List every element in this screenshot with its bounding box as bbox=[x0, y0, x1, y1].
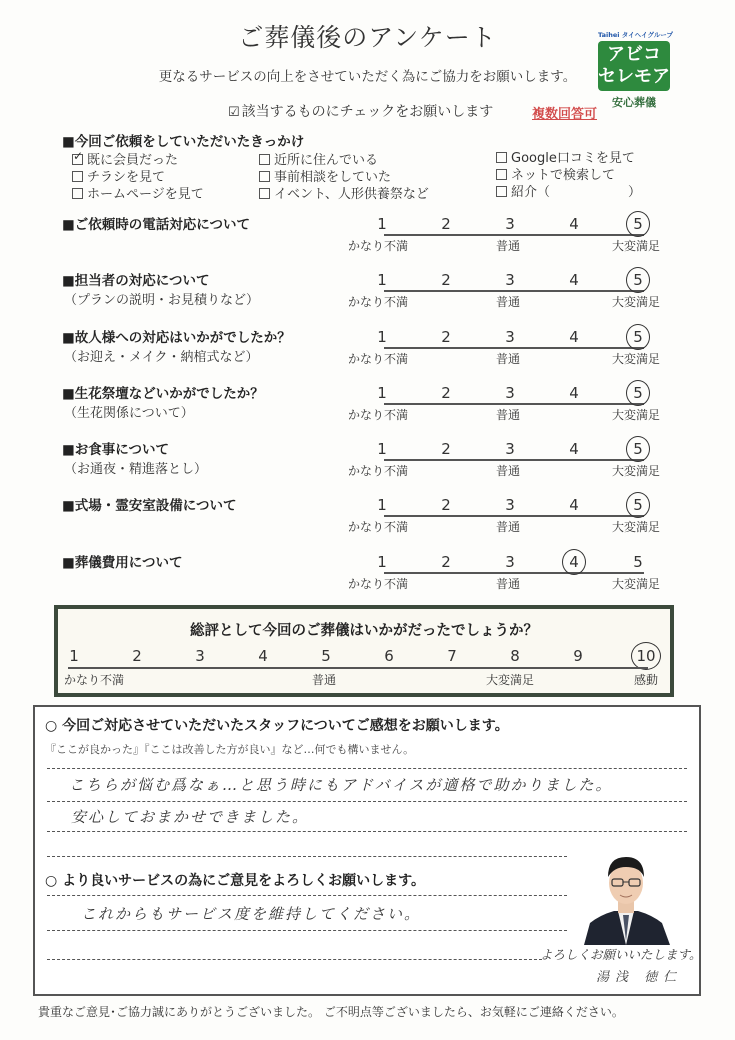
scale-label-mid: 普通 bbox=[496, 464, 521, 478]
scale-line bbox=[384, 290, 644, 292]
brand-line1: アビコ bbox=[607, 44, 661, 65]
scale-option-1[interactable]: 1 bbox=[377, 496, 387, 514]
reason-option[interactable]: ホームページを見て bbox=[72, 183, 204, 202]
dashed-line bbox=[47, 768, 687, 769]
scale-option-2[interactable]: 2 bbox=[441, 384, 451, 402]
scale-label-high: 大変満足 bbox=[612, 295, 661, 309]
reason-heading: ■今回ご依頼をしていただいたきっかけ bbox=[62, 134, 305, 150]
reason-option[interactable]: Google口コミを見て bbox=[496, 147, 635, 166]
scale-option-5[interactable]: 5 bbox=[633, 215, 643, 233]
overall-option-2[interactable]: 2 bbox=[132, 647, 142, 665]
rating-subheading: （プランの説明・お見積りなど） bbox=[64, 293, 260, 308]
scale-option-4[interactable]: 4 bbox=[569, 328, 579, 346]
scale-option-4[interactable]: 4 bbox=[569, 384, 579, 402]
scale-option-1[interactable]: 1 bbox=[377, 215, 387, 233]
scale-line bbox=[384, 347, 644, 349]
reason-option[interactable]: 近所に住んでいる bbox=[259, 149, 378, 168]
scale-label-mid: 普通 bbox=[496, 295, 521, 309]
staff-feedback-heading: ○ 今回ご対応させていただいたスタッフについてご感想をお願いします。 bbox=[45, 718, 509, 734]
overall-scale-line bbox=[68, 667, 648, 669]
group-name: Taihei タイヘイグループ bbox=[598, 31, 673, 39]
footer-thanks: 貴重なご意見･ご協力誠にありがとうございました。 ご不明点等ございましたら、お気軽にご連絡ください。 bbox=[38, 1005, 624, 1019]
rating-heading: ■お食事について bbox=[62, 442, 169, 458]
overall-option-5[interactable]: 5 bbox=[321, 647, 331, 665]
overall-option-6[interactable]: 6 bbox=[384, 647, 394, 665]
brand-tagline: 安心葬儀 bbox=[612, 96, 656, 109]
staff-feedback-hint: 『ここが良かった』『ここは改善した方が良い』など…何でも構いません。 bbox=[45, 743, 415, 756]
rating-heading: ■生花祭壇などいかがでしたか？ bbox=[62, 386, 264, 402]
scale-line bbox=[384, 515, 644, 517]
scale-option-2[interactable]: 2 bbox=[441, 440, 451, 458]
scale-option-2[interactable]: 2 bbox=[441, 496, 451, 514]
dashed-line bbox=[47, 930, 567, 931]
selected-circle bbox=[626, 436, 650, 462]
scale-line bbox=[384, 572, 644, 574]
rating-subheading: （生花関係について） bbox=[64, 406, 194, 421]
scale-option-3[interactable]: 3 bbox=[505, 496, 515, 514]
scale-option-1[interactable]: 1 bbox=[377, 328, 387, 346]
scale-option-4[interactable]: 4 bbox=[569, 271, 579, 289]
overall-option-3[interactable]: 3 bbox=[195, 647, 205, 665]
scale-option-3[interactable]: 3 bbox=[505, 271, 515, 289]
overall-option-1[interactable]: 1 bbox=[69, 647, 79, 665]
staff-name: 湯浅 徳仁 bbox=[596, 970, 683, 985]
overall-label-top: 感動 bbox=[634, 673, 659, 687]
selected-circle bbox=[626, 324, 650, 350]
reason-option[interactable]: 事前相談をしていた bbox=[259, 166, 391, 185]
overall-rating-box bbox=[54, 605, 674, 697]
reason-option[interactable]: チラシを見て bbox=[72, 166, 165, 185]
checkbox[interactable] bbox=[496, 152, 507, 163]
multiple-answers-note: 複数回答可 bbox=[532, 107, 598, 122]
scale-label-high: 大変満足 bbox=[612, 520, 661, 534]
scale-line bbox=[384, 234, 644, 236]
checkbox[interactable] bbox=[259, 171, 270, 182]
scale-option-3[interactable]: 3 bbox=[505, 440, 515, 458]
scale-option-4[interactable]: 4 bbox=[569, 215, 579, 233]
rating-scale[interactable] bbox=[348, 553, 661, 597]
rating-scale[interactable] bbox=[348, 384, 661, 428]
scale-label-high: 大変満足 bbox=[612, 464, 661, 478]
overall-label-high: 大変満足 bbox=[486, 673, 535, 687]
overall-option-4[interactable]: 4 bbox=[258, 647, 268, 665]
selected-circle bbox=[626, 380, 650, 406]
selected-circle bbox=[562, 549, 586, 575]
selected-circle bbox=[626, 492, 650, 518]
rating-subheading: （お迎え・メイク・納棺式など） bbox=[64, 350, 259, 365]
scale-option-2[interactable]: 2 bbox=[441, 271, 451, 289]
staff-portrait-icon bbox=[580, 845, 672, 945]
overall-label-mid: 普通 bbox=[312, 673, 337, 687]
dashed-line bbox=[47, 959, 542, 960]
rating-subheading: （お通夜・精進落とし） bbox=[64, 462, 208, 477]
scale-label-low: かなり不満 bbox=[348, 352, 409, 366]
survey-title: ご葬儀後のアンケート bbox=[238, 23, 497, 52]
rating-heading: ■葬儀費用について bbox=[62, 555, 183, 571]
checkbox[interactable] bbox=[259, 188, 270, 199]
scale-option-4[interactable]: 4 bbox=[569, 440, 579, 458]
overall-option-9[interactable]: 9 bbox=[573, 647, 583, 665]
checkbox-checked[interactable] bbox=[72, 154, 83, 165]
overall-option-8[interactable]: 8 bbox=[510, 647, 520, 665]
scale-line bbox=[384, 459, 644, 461]
scale-label-high: 大変満足 bbox=[612, 239, 661, 253]
reason-option[interactable]: ✓既に会員だった bbox=[72, 149, 178, 168]
rating-scale[interactable] bbox=[348, 215, 661, 259]
rating-scale[interactable] bbox=[348, 328, 661, 372]
reason-option[interactable]: 紹介（ ） bbox=[496, 181, 641, 200]
overall-selected-circle bbox=[631, 642, 661, 670]
checkbox[interactable] bbox=[496, 186, 507, 197]
opinion-heading: ○ より良いサービスの為にご意見をよろしくお願いします。 bbox=[45, 873, 425, 889]
scale-option-4[interactable]: 4 bbox=[569, 496, 579, 514]
instruction-text: 該当するものにチェックをお願いします bbox=[241, 104, 494, 120]
company-logo bbox=[598, 30, 680, 110]
brand-box bbox=[598, 41, 670, 91]
scale-option-1[interactable]: 1 bbox=[377, 440, 387, 458]
scale-option-5[interactable]: 5 bbox=[633, 440, 643, 458]
overall-label-low: かなり不満 bbox=[64, 673, 125, 687]
scale-option-4[interactable]: 4 bbox=[569, 553, 579, 571]
dashed-line bbox=[47, 801, 687, 802]
checkbox[interactable] bbox=[259, 154, 270, 165]
checkbox[interactable] bbox=[72, 188, 83, 199]
staff-feedback-answer-line2[interactable]: 安心しておまかせできました。 bbox=[71, 808, 310, 826]
scale-label-mid: 普通 bbox=[496, 520, 521, 534]
scale-option-2[interactable]: 2 bbox=[441, 553, 451, 571]
checkbox-icon: ☑ bbox=[228, 105, 240, 120]
scale-label-mid: 普通 bbox=[496, 352, 521, 366]
rating-scale[interactable] bbox=[348, 440, 661, 484]
checkbox[interactable] bbox=[496, 169, 507, 180]
dashed-line bbox=[47, 831, 687, 832]
reason-option[interactable]: ネットで検索して bbox=[496, 164, 615, 183]
scale-option-5[interactable]: 5 bbox=[633, 553, 643, 571]
scale-option-5[interactable]: 5 bbox=[633, 496, 643, 514]
scale-label-mid: 普通 bbox=[496, 408, 521, 422]
scale-label-high: 大変満足 bbox=[612, 577, 661, 591]
rating-heading: ■ご依頼時の電話対応について bbox=[62, 217, 250, 233]
scale-label-high: 大変満足 bbox=[612, 408, 661, 422]
scale-option-2[interactable]: 2 bbox=[441, 215, 451, 233]
reason-option[interactable]: イベント、人形供養祭など bbox=[259, 183, 429, 202]
scale-label-high: 大変満足 bbox=[612, 352, 661, 366]
scale-label-low: かなり不満 bbox=[348, 408, 409, 422]
scale-option-2[interactable]: 2 bbox=[441, 328, 451, 346]
scale-option-5[interactable]: 5 bbox=[633, 271, 643, 289]
scale-option-3[interactable]: 3 bbox=[505, 328, 515, 346]
dashed-line bbox=[47, 856, 567, 857]
staff-photo bbox=[580, 845, 672, 945]
opinion-answer[interactable]: これからもサービス度を維持してください。 bbox=[81, 905, 422, 923]
overall-option-10[interactable]: 10 bbox=[636, 647, 656, 665]
brand-line2: セレモア bbox=[598, 66, 670, 87]
scale-line bbox=[384, 403, 644, 405]
rating-heading: ■担当者の対応について bbox=[62, 273, 210, 289]
overall-question: 総評として今回のご葬儀はいかがだったでしょうか？ bbox=[190, 623, 538, 639]
checkbox[interactable] bbox=[72, 171, 83, 182]
staff-message: よろしくお願いいたします。 bbox=[540, 947, 702, 962]
scale-option-5[interactable]: 5 bbox=[633, 328, 643, 346]
scale-option-1[interactable]: 1 bbox=[377, 271, 387, 289]
scale-option-5[interactable]: 5 bbox=[633, 384, 643, 402]
scale-label-low: かなり不満 bbox=[348, 577, 409, 591]
scale-label-low: かなり不満 bbox=[348, 295, 409, 309]
scale-option-3[interactable]: 3 bbox=[505, 384, 515, 402]
scale-option-1[interactable]: 1 bbox=[377, 553, 387, 571]
scale-option-1[interactable]: 1 bbox=[377, 384, 387, 402]
rating-scale[interactable] bbox=[348, 271, 661, 315]
rating-heading: ■式場・霊安室設備について bbox=[62, 498, 237, 514]
instruction bbox=[228, 101, 493, 121]
scale-label-mid: 普通 bbox=[496, 577, 521, 591]
overall-option-7[interactable]: 7 bbox=[447, 647, 457, 665]
scale-option-3[interactable]: 3 bbox=[505, 215, 515, 233]
survey-subtitle: 更なるサービスの向上をさせていただく為にご協力をお願いします。 bbox=[158, 69, 577, 85]
rating-scale[interactable] bbox=[348, 496, 661, 540]
scale-label-low: かなり不満 bbox=[348, 520, 409, 534]
selected-circle bbox=[626, 211, 650, 237]
scale-label-low: かなり不満 bbox=[348, 239, 409, 253]
scale-label-mid: 普通 bbox=[496, 239, 521, 253]
dashed-line bbox=[47, 895, 567, 896]
staff-feedback-answer-line1[interactable]: こちらが悩む爲なぁ…と思う時にもアドバイスが適格で助かりました。 bbox=[69, 776, 613, 794]
rating-heading: ■故人様への対応はいかがでしたか？ bbox=[62, 330, 291, 346]
selected-circle bbox=[626, 267, 650, 293]
scale-option-3[interactable]: 3 bbox=[505, 553, 515, 571]
scale-label-low: かなり不満 bbox=[348, 464, 409, 478]
